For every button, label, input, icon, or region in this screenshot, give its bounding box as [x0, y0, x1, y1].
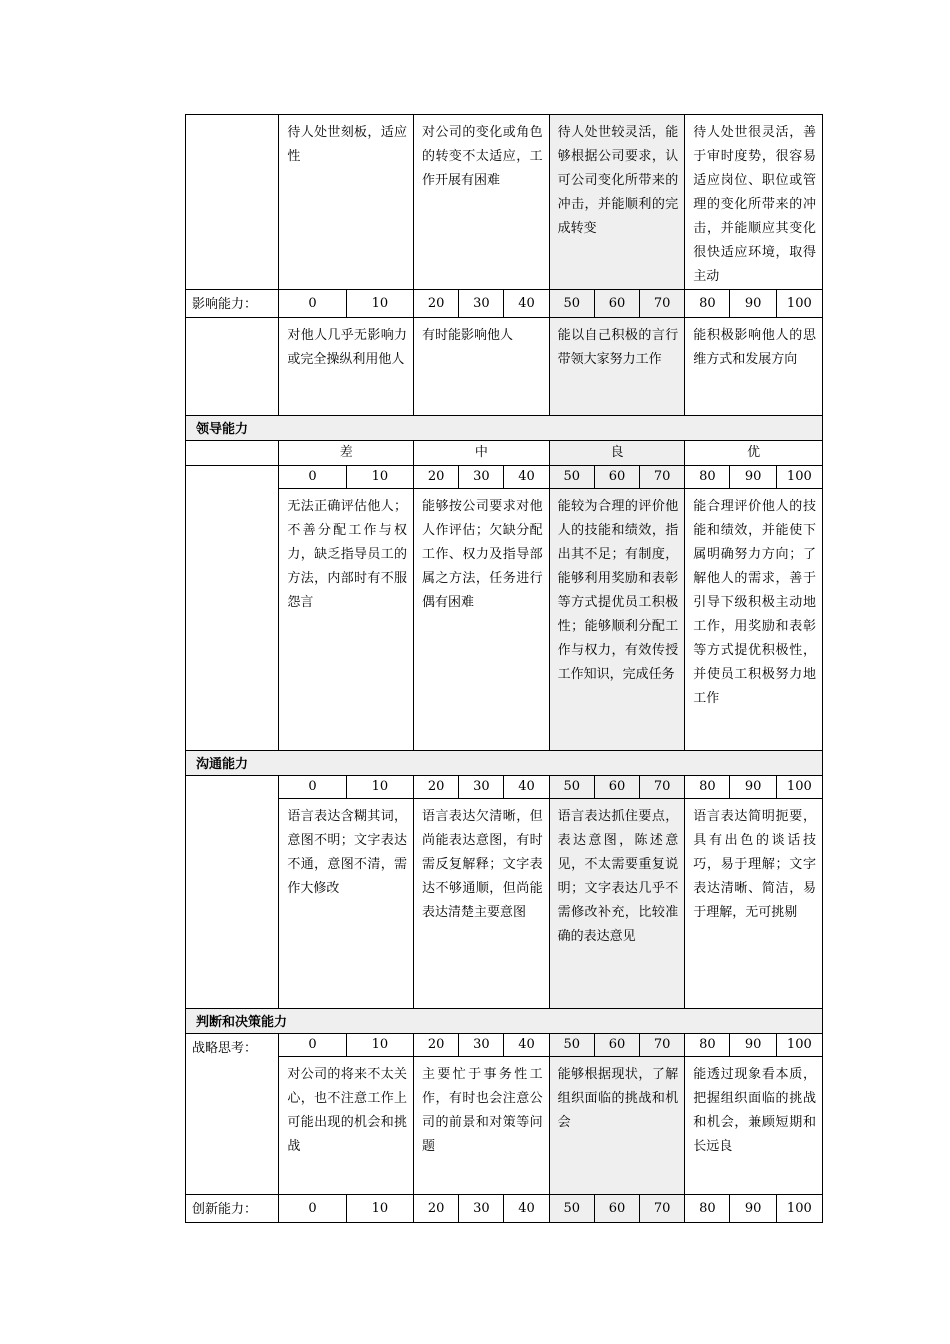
score-cell: 50: [549, 1195, 594, 1223]
row-label: 影响能力：: [186, 290, 279, 318]
grade-excellent-desc: 待人处世很灵活，善于审时度势，很容易适应岗位、职位或管理的变化所带来的冲击，并能顺应其变化很快适应环境，取得主动: [685, 115, 823, 290]
score-cell: 20: [414, 466, 459, 489]
score-cell: 60: [594, 466, 639, 489]
grade-fair-desc: 有时能影响他人: [414, 318, 550, 416]
score-cell: 30: [459, 1195, 504, 1223]
grade-poor-desc: 语言表达含糊其词，意图不明；文字表达不通，意图不清，需作大修改: [279, 799, 414, 1009]
score-cell: 30: [459, 290, 504, 318]
score-cell: 80: [685, 776, 730, 799]
score-cell: 10: [346, 776, 413, 799]
score-cell: 60: [594, 290, 639, 318]
score-cell: 80: [685, 290, 730, 318]
grade-excellent-desc: 能合理评价他人的技能和绩效，并能使下属明确努力方向；了解他人的需求，善于引导下级积极主动地工作，用奖励和表彰等方式提优积极性，并使员工积极努力地工作: [685, 489, 823, 751]
score-cell: 50: [549, 290, 594, 318]
score-cell: 50: [549, 1034, 594, 1057]
grade-fair-desc: 对公司的变化或角色的转变不太适应，工作开展有困难: [414, 115, 550, 290]
grade-poor-desc: 待人处世刻板，适应性: [279, 115, 414, 290]
score-cell: 60: [594, 1034, 639, 1057]
score-cell: 20: [414, 776, 459, 799]
section-header-communication: [186, 751, 823, 776]
section-header-judgment: [186, 1009, 823, 1034]
score-cell: 50: [549, 466, 594, 489]
score-cell: 40: [504, 776, 549, 799]
score-cell: 70: [640, 776, 685, 799]
score-cell: 90: [730, 1034, 776, 1057]
leadership-desc-row: [186, 489, 823, 751]
grade-good-label: 良: [549, 441, 685, 466]
influence-score-row: [186, 290, 823, 318]
grade-fair-label: 中: [414, 441, 550, 466]
score-cell: 0: [279, 776, 346, 799]
score-cell: 0: [279, 1034, 346, 1057]
score-cell: 80: [685, 466, 730, 489]
score-cell: 90: [730, 290, 776, 318]
score-cell: 70: [640, 1034, 685, 1057]
score-cell: 0: [279, 1195, 346, 1223]
row-label: 战略思考：: [186, 1034, 279, 1195]
score-cell: 40: [504, 1195, 549, 1223]
score-cell: 100: [776, 776, 822, 799]
score-cell: 30: [459, 776, 504, 799]
score-cell: 40: [504, 466, 549, 489]
score-cell: 100: [776, 1034, 822, 1057]
section-title: 领导能力: [186, 416, 823, 441]
row-label: 创新能力：: [186, 1195, 279, 1223]
score-cell: 70: [640, 466, 685, 489]
grade-poor-desc: 对公司的将来不太关心，也不注意工作上可能出现的机会和挑战: [279, 1057, 414, 1195]
leadership-score-row: [186, 466, 823, 489]
score-cell: 20: [414, 1034, 459, 1057]
grade-header-blank: [186, 441, 279, 466]
grade-good-desc: 能以自己积极的言行带领大家努力工作: [549, 318, 685, 416]
score-cell: 80: [685, 1034, 730, 1057]
score-cell: 30: [459, 466, 504, 489]
score-cell: 0: [279, 466, 346, 489]
score-cell: 10: [346, 1195, 413, 1223]
score-cell: 10: [346, 1034, 413, 1057]
grade-excellent-label: 优: [685, 441, 823, 466]
score-cell: 50: [549, 776, 594, 799]
communication-score-row: [186, 776, 823, 799]
grade-excellent-desc: 语言表达简明扼要，具有出色的谈话技巧，易于理解；文字表达清晰、简洁，易于理解，无可挑剔: [685, 799, 823, 1009]
strategy-score-row: [186, 1034, 823, 1057]
grade-poor-desc: 对他人几乎无影响力或完全操纵利用他人: [279, 318, 414, 416]
score-cell: 100: [776, 1195, 822, 1223]
adaptability-desc-row: [186, 115, 823, 290]
influence-desc-row: [186, 318, 823, 416]
score-cell: 10: [346, 466, 413, 489]
section-header-leadership: [186, 416, 823, 441]
score-cell: 90: [730, 776, 776, 799]
row-label: [186, 115, 279, 290]
competency-evaluation-table: [185, 114, 823, 1223]
row-label-empty: [186, 318, 279, 416]
score-cell: 80: [685, 1195, 730, 1223]
score-cell: 10: [346, 290, 413, 318]
score-cell: 70: [640, 290, 685, 318]
score-cell: 20: [414, 290, 459, 318]
score-cell: 0: [279, 290, 346, 318]
score-cell: 90: [730, 1195, 776, 1223]
grade-fair-desc: 能够按公司要求对他人作评估；欠缺分配工作、权力及指导部属之方法，任务进行偶有困难: [414, 489, 550, 751]
score-cell: 40: [504, 290, 549, 318]
score-cell: 100: [776, 290, 822, 318]
grade-excellent-desc: 能透过现象看本质，把握组织面临的挑战和机会，兼顾短期和长远良: [685, 1057, 823, 1195]
score-cell: 60: [594, 776, 639, 799]
grade-good-desc: 待人处世较灵活，能够根据公司要求，认可公司变化所带来的冲击，并能顺利的完成转变: [549, 115, 685, 290]
row-label-empty: [186, 466, 279, 751]
grade-good-desc: 能够根据现状，了解组织面临的挑战和机会: [549, 1057, 685, 1195]
score-cell: 40: [504, 1034, 549, 1057]
innovation-score-row: [186, 1195, 823, 1223]
score-cell: 90: [730, 466, 776, 489]
grade-fair-desc: 主要忙于事务性工作，有时也会注意公司的前景和对策等问题: [414, 1057, 550, 1195]
score-cell: 20: [414, 1195, 459, 1223]
score-cell: 30: [459, 1034, 504, 1057]
score-cell: 70: [640, 1195, 685, 1223]
grade-header-row: [186, 441, 823, 466]
grade-excellent-desc: 能积极影响他人的思维方式和发展方向: [685, 318, 823, 416]
section-title: 沟通能力: [186, 751, 823, 776]
score-cell: 100: [776, 466, 822, 489]
grade-poor-desc: 无法正确评估他人；不善分配工作与权力，缺乏指导员工的方法，内部时有不服怨言: [279, 489, 414, 751]
grade-good-desc: 能较为合理的评价他人的技能和绩效，指出其不足；有制度，能够利用奖励和表彰等方式提优员工积极性；能够顺利分配工作与权力，有效传授工作知识，完成任务: [549, 489, 685, 751]
strategy-desc-row: [186, 1057, 823, 1195]
grade-good-desc: 语言表达抓住要点，表达意图，陈述意见，不太需要重复说明；文字表达几乎不需修改补充，比较准确的表达意见: [549, 799, 685, 1009]
grade-fair-desc: 语言表达欠清晰，但尚能表达意图，有时需反复解释；文字表达不够通顺，但尚能表达清楚主要意图: [414, 799, 550, 1009]
section-title: 判断和决策能力: [186, 1009, 823, 1034]
communication-desc-row: [186, 799, 823, 1009]
row-label-empty: [186, 776, 279, 1009]
grade-poor-label: 差: [279, 441, 414, 466]
score-cell: 60: [594, 1195, 639, 1223]
